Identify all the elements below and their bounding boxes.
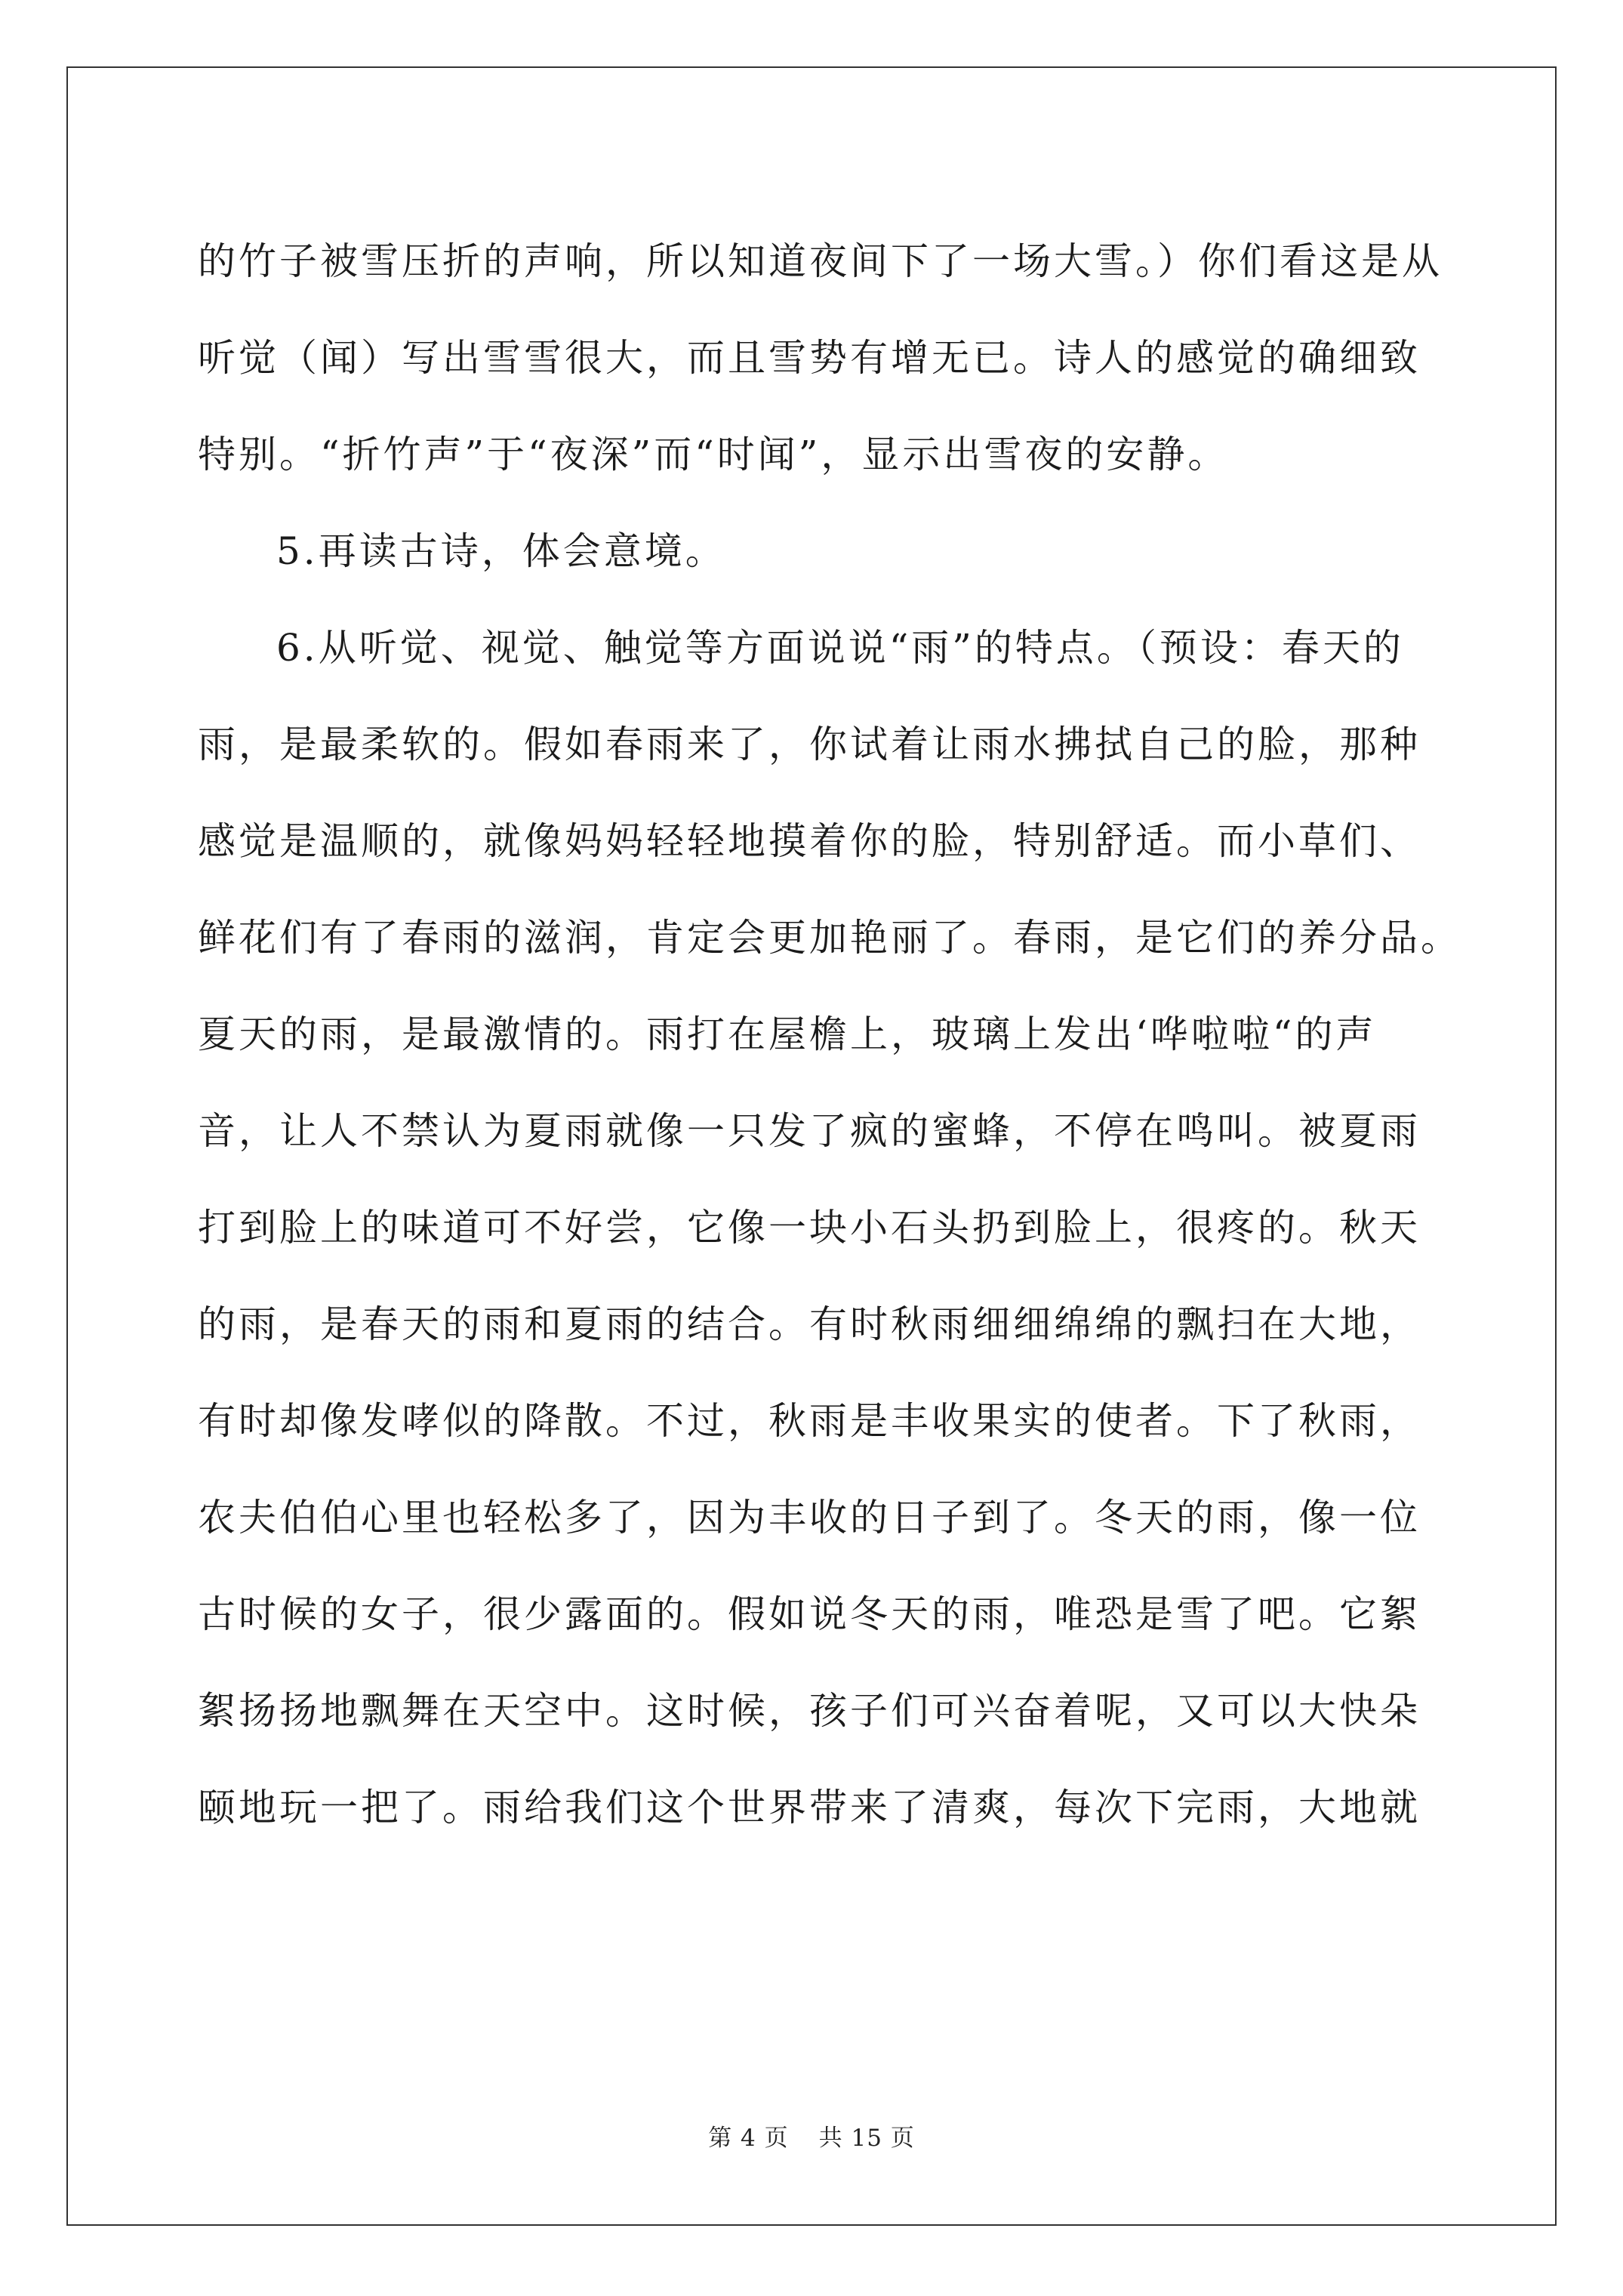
text-line: 絮扬扬地飘舞在天空中。这时候，孩子们可兴奋着呢，又可以大快朵 bbox=[198, 1689, 1421, 1733]
text-line: 雨，是最柔软的。假如春雨来了，你试着让雨水拂拭自己的脸，那种 bbox=[198, 723, 1421, 766]
page-number-total: 共 15 页 bbox=[818, 2125, 915, 2152]
text-line: 听觉（闻）写出雪雪很大，而且雪势有增无已。诗人的感觉的确细致 bbox=[198, 336, 1421, 380]
text-line: 的竹子被雪压折的声响，所以知道夜间下了一场大雪。）你们看这是从 bbox=[198, 239, 1443, 283]
text-line: 古时候的女子，很少露面的。假如说冬天的雨，唯恐是雪了吧。它絮 bbox=[198, 1592, 1421, 1636]
text-line: 农夫伯伯心里也轻松多了，因为丰收的日子到了。冬天的雨，像一位 bbox=[198, 1496, 1421, 1539]
text-line: 颐地玩一把了。雨给我们这个世界带来了清爽，每次下完雨，大地就 bbox=[198, 1786, 1421, 1829]
body-text bbox=[198, 213, 1466, 1856]
text-line: 音，让人不禁认为夏雨就像一只发了疯的蜜蜂，不停在鸣叫。被夏雨 bbox=[198, 1109, 1421, 1153]
text-line: 打到脸上的味道可不好尝，它像一块小石头扔到脸上，很疼的。秋天 bbox=[198, 1206, 1421, 1250]
page-footer bbox=[0, 2119, 1623, 2153]
text-line-item-6: 6.从听觉、视觉、触觉等方面说说“雨”的特点。（预设：春天的 bbox=[276, 626, 1404, 670]
page-number-current: 第 4 页 bbox=[708, 2125, 789, 2152]
text-line: 特别。“折竹声”于“夜深”而“时闻”，显示出雪夜的安静。 bbox=[198, 433, 1229, 476]
text-line: 夏天的雨，是最激情的。雨打在屋檐上，玻璃上发出‘哗啦啦“的声 bbox=[198, 1012, 1377, 1056]
text-line: 的雨，是春天的雨和夏雨的结合。有时秋雨细细绵绵的飘扫在大地， bbox=[198, 1302, 1421, 1346]
text-line-item-5: 5.再读古诗，体会意境。 bbox=[276, 529, 726, 573]
text-line: 鲜花们有了春雨的滋润，肯定会更加艳丽了。春雨，是它们的养分品。 bbox=[198, 916, 1461, 960]
text-line: 感觉是温顺的，就像妈妈轻轻地摸着你的脸，特别舒适。而小草们、 bbox=[198, 819, 1421, 863]
text-line: 有时却像发哮似的降散。不过，秋雨是丰收果实的使者。下了秋雨， bbox=[198, 1399, 1421, 1443]
